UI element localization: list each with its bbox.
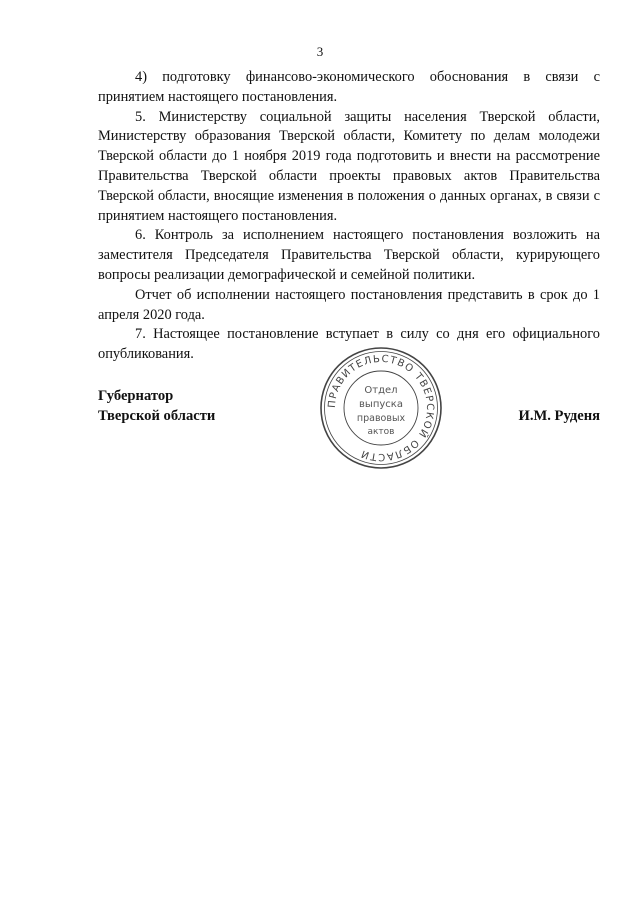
stamp-line-1: Отдел <box>364 385 398 396</box>
stamp-line-4: актов <box>367 427 395 437</box>
signatory-title-line-1: Губернатор <box>98 388 174 404</box>
stamp-line-3: правовых <box>356 413 406 424</box>
paragraph-item-7: 7. Настоящее постановление вступает в силу со дня его официального опубликования. <box>98 326 600 363</box>
stamp-ring-text: ПРАВИТЕЛЬСТВО ТВЕРСКОЙ ОБЛАСТИ <box>326 353 436 463</box>
signatory-title <box>98 386 215 426</box>
stamp-line-2: выпуска <box>359 399 403 410</box>
paragraph-item-4: 4) подготовку финансово-экономического обоснования в связи с принятием настоящего постановления. <box>98 69 600 105</box>
signatory-title-line-2: Тверской области <box>98 408 216 424</box>
paragraph-item-5: 5. Министерству социальной защиты населения Тверской области, Министерству образования Тверской области, Комитету по делам молодежи Тверской области до 1 ноября 2019 года подготовить и внести на рассмотрение Правительства Тверской области проекты правовых актов Правительства Тверской области, вносящие изменения в положения о данных органах, в связи с принятием настоящего постановления. <box>98 108 600 224</box>
page-number: 3 <box>316 44 324 59</box>
stamp-seal-icon <box>318 345 444 471</box>
document-body <box>98 68 600 365</box>
signatory-name: И.М. Руденя <box>518 408 600 424</box>
paragraph-item-6: 6. Контроль за исполнением настоящего постановления возложить на заместителя Председателя Правительства Тверской области, курирующего вопросы реализации демографической и семейной политики. <box>98 227 600 283</box>
official-stamp <box>318 345 444 471</box>
paragraph-report-deadline: Отчет об исполнении настоящего постановления представить в срок до 1 апреля 2020 года. <box>98 286 600 323</box>
